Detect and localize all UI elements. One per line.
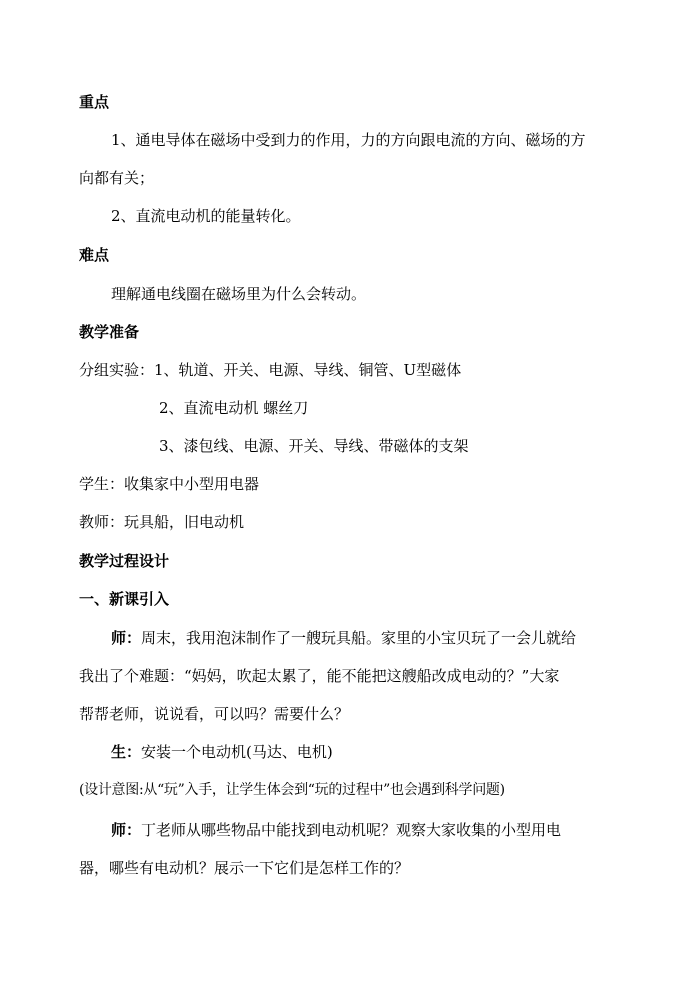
speaker-teacher: 师：: [111, 821, 142, 839]
paragraph-teacher-1-line-2: 我出了个难题：“妈妈，吹起太累了，能不能把这艘船改成电动的？”大家: [79, 667, 560, 685]
design-intent-note: (设计意图:从“玩”入手，让学生体会到“玩的过程中”也会遇到科学问题): [79, 782, 505, 798]
intro-subheading: 一、新课引入: [79, 590, 170, 608]
paragraph-text: 周末，我用泡沫制作了一艘玩具船。家里的小宝贝玩了一会儿就给: [141, 629, 577, 647]
process-heading: 教学过程设计: [79, 552, 170, 570]
paragraph-teacher-2-line-1: [111, 820, 691, 840]
paragraph-teacher-1-line-1: [111, 628, 691, 648]
key-point-1-line-1: 1、通电导体在磁场中受到力的作用，力的方向跟电流的方向、磁场的方: [111, 131, 586, 149]
key-point-2: 2、直流电动机的能量转化。: [111, 207, 301, 225]
group-experiment-2: 2、直流电动机 螺丝刀: [159, 399, 309, 417]
paragraph-teacher-2-line-2: 器，哪些有电动机？展示一下它们是怎样工作的？: [79, 859, 410, 877]
paragraph-text: 安装一个电动机(马达、电机): [141, 743, 333, 761]
paragraph-text: 丁老师从哪些物品中能找到电动机呢？观察大家收集的小型用电: [141, 821, 562, 839]
speaker-student: 生：: [111, 743, 142, 761]
difficulty-heading: 难点: [79, 246, 110, 264]
preparation-heading: 教学准备: [79, 323, 140, 341]
paragraph-student: [111, 742, 691, 762]
students-prep: 学生：收集家中小型用电器: [79, 475, 260, 493]
speaker-teacher: 师：: [111, 629, 142, 647]
paragraph-teacher-1-line-3: 帮帮老师，说说看，可以吗？需要什么？: [79, 705, 350, 723]
group-experiment-1: 分组实验：1、轨道、开关、电源、导线、铜管、U型磁体: [79, 361, 462, 379]
group-experiment-3: 3、漆包线、电源、开关、导线、带磁体的支架: [159, 437, 469, 455]
teacher-prep: 教师：玩具船，旧电动机: [79, 513, 245, 531]
key-points-heading: 重点: [79, 93, 110, 111]
key-point-1-line-2: 向都有关；: [79, 169, 155, 187]
difficulty-text: 理解通电线圈在磁场里为什么会转动。: [111, 285, 367, 303]
